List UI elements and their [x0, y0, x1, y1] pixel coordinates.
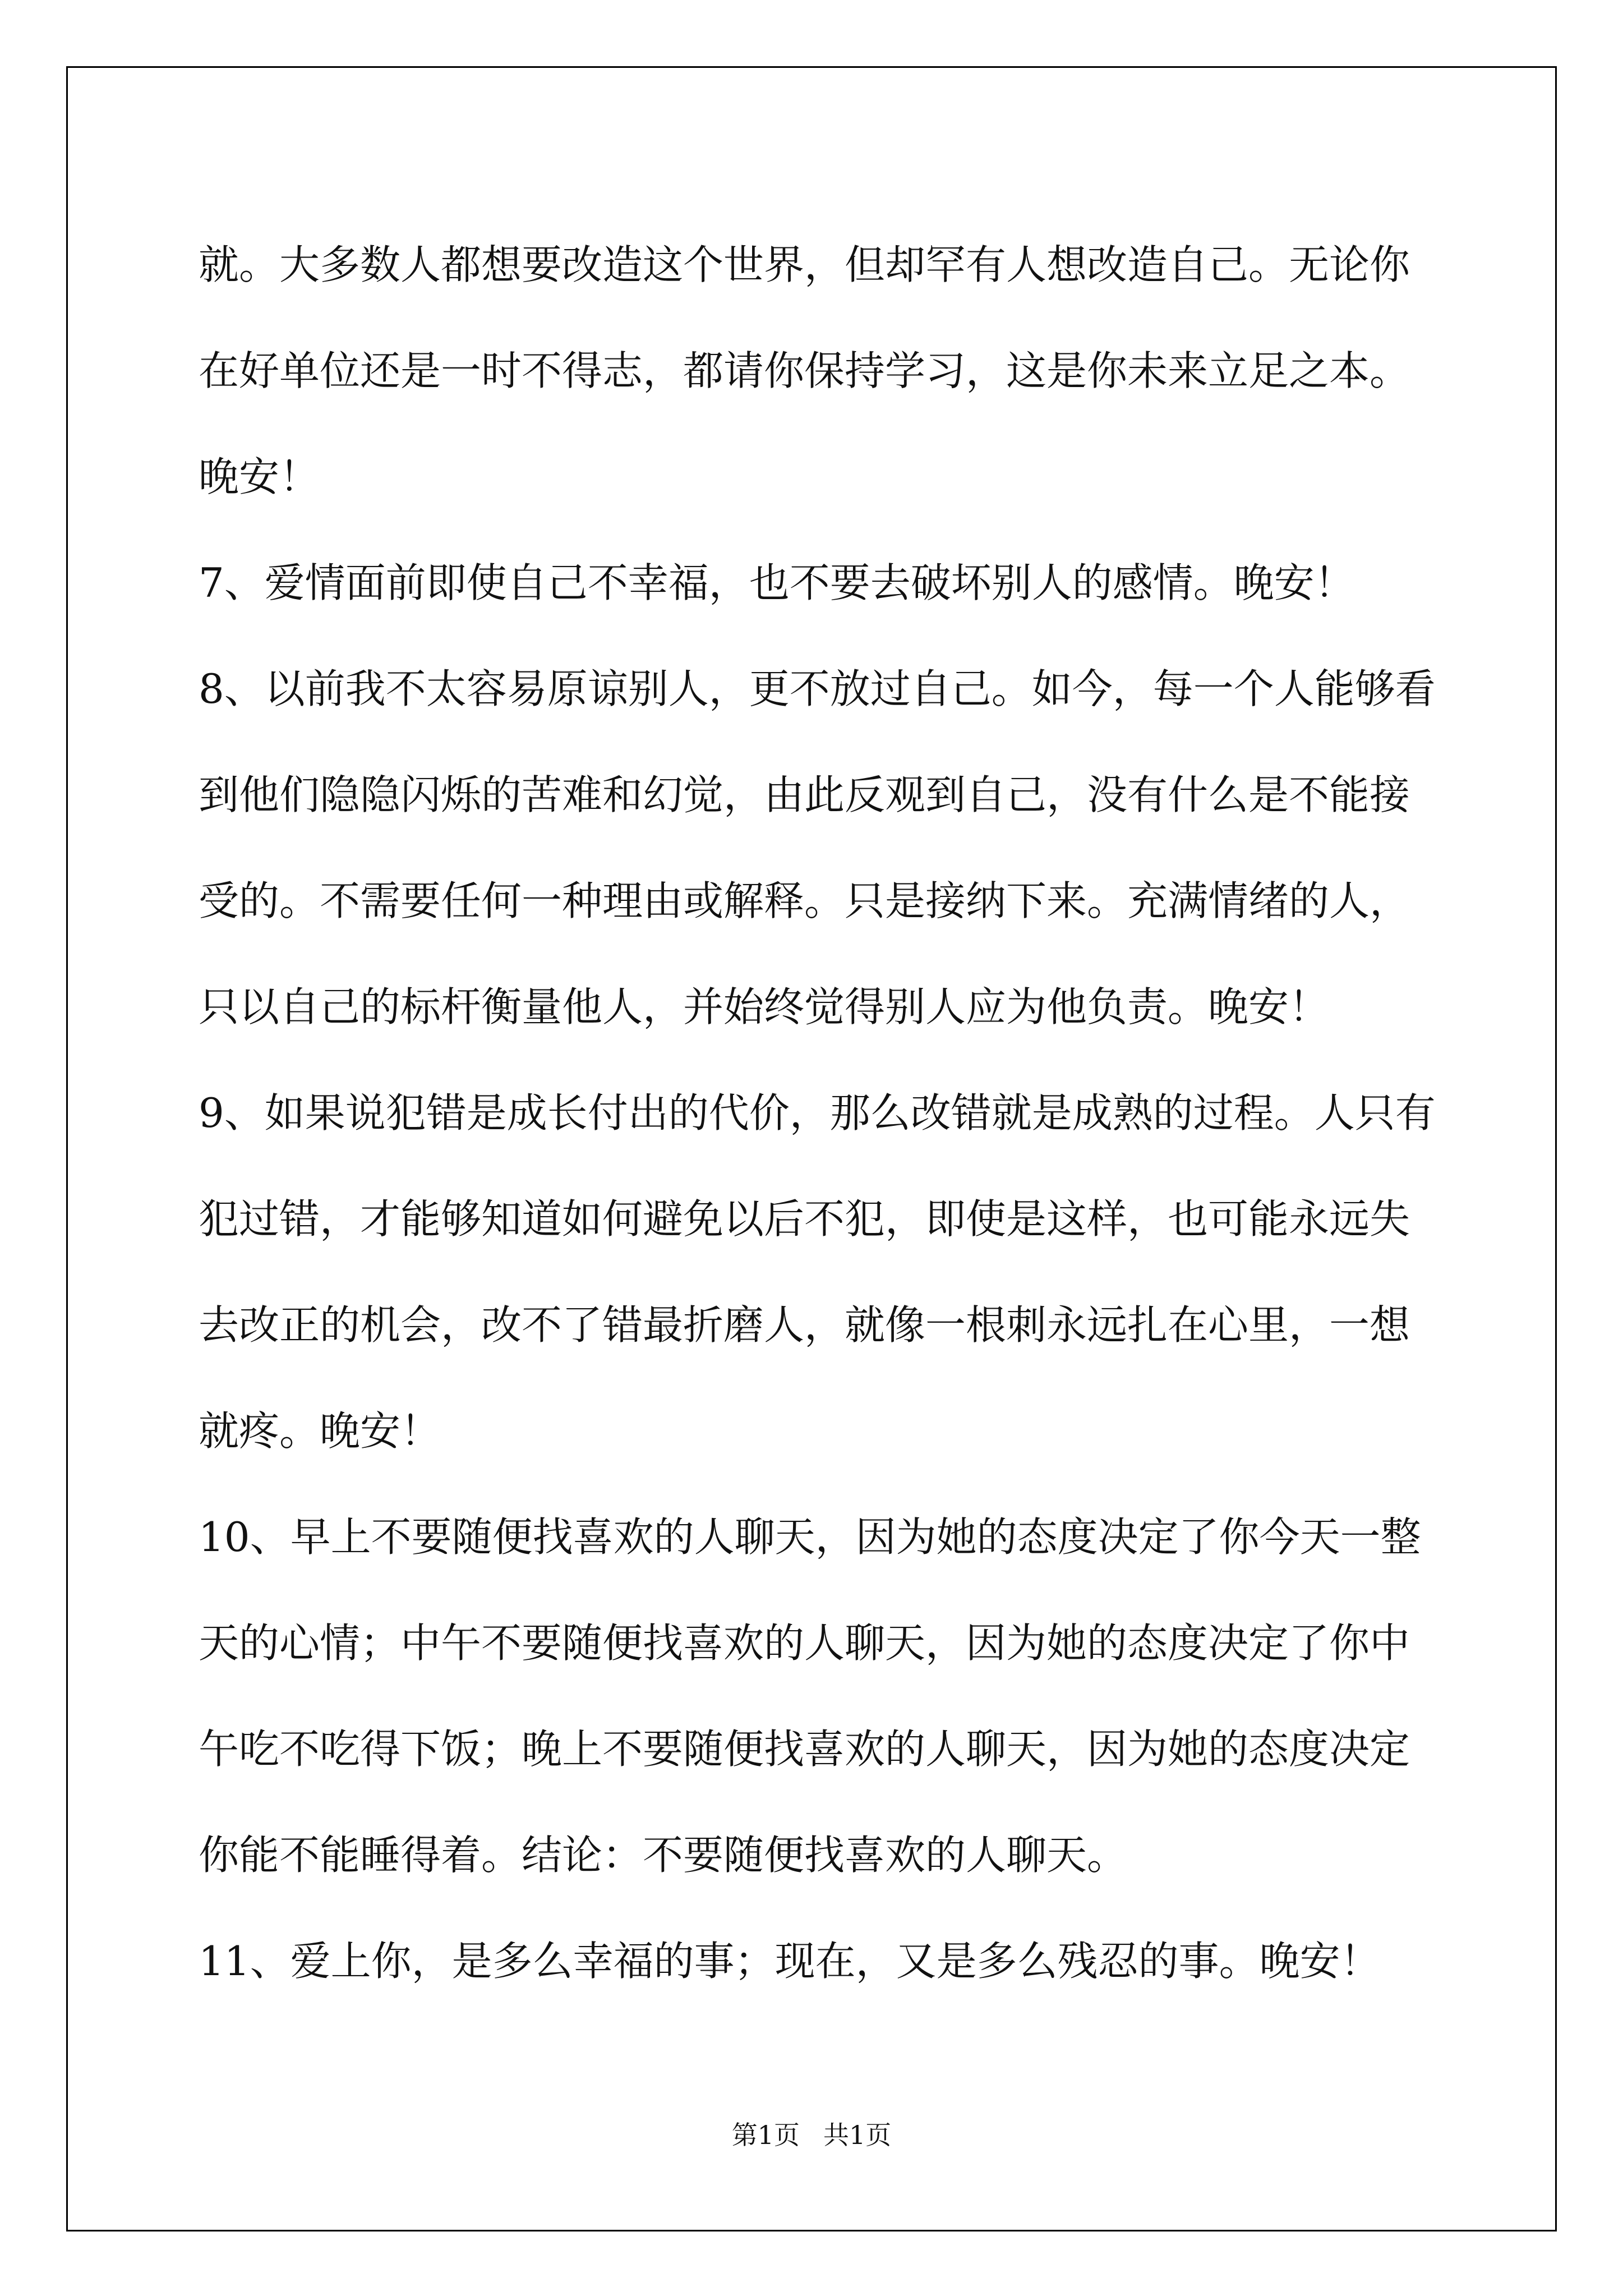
- text-line: 你能不能睡得着。结论：不要随便找喜欢的人聊天。: [199, 1832, 1128, 1879]
- page-footer: [0, 2115, 1623, 2152]
- text-line: 7、爱情面前即使自己不幸福，也不要去破坏别人的感情。晚安！: [199, 559, 1355, 606]
- text-line: 就。大多数人都想要改造这个世界，但却罕有人想改造自己。无论你: [199, 241, 1410, 288]
- text-line: 午吃不吃得下饭；晚上不要随便找喜欢的人聊天，因为她的态度决定: [199, 1726, 1410, 1773]
- page-total: 共1页: [823, 2120, 892, 2150]
- text-line: 天的心情；中午不要随便找喜欢的人聊天，因为她的态度决定了你中: [199, 1619, 1410, 1667]
- text-line: 去改正的机会，改不了错最折磨人，就像一根刺永远扎在心里，一想: [199, 1301, 1410, 1349]
- text-line: 受的。不需要任何一种理由或解释。只是接纳下来。充满情绪的人，: [199, 877, 1410, 924]
- text-line: 就疼。晚安！: [199, 1407, 441, 1455]
- text-line: 晚安！: [199, 453, 320, 500]
- text-line: 8、以前我不太容易原谅别人，更不放过自己。如今，每一个人能够看: [199, 665, 1436, 712]
- page-number: 第1页: [731, 2120, 800, 2150]
- text-line: 只以自己的标杆衡量他人，并始终觉得别人应为他负责。晚安！: [199, 983, 1330, 1030]
- text-line: 犯过错，才能够知道如何避免以后不犯，即使是这样，也可能永远失: [199, 1195, 1410, 1243]
- text-line: 10、早上不要随便找喜欢的人聊天，因为她的态度决定了你今天一整: [199, 1513, 1421, 1561]
- text-line: 9、如果说犯错是成长付出的代价，那么改错就是成熟的过程。人只有: [199, 1089, 1436, 1137]
- document-body: [199, 212, 1436, 2014]
- text-line: 在好单位还是一时不得志，都请你保持学习，这是你未来立足之本。: [199, 347, 1410, 394]
- text-line: 11、爱上你，是多么幸福的事；现在，又是多么残忍的事。晚安！: [199, 1938, 1381, 1985]
- text-line: 到他们隐隐闪烁的苦难和幻觉，由此反观到自己，没有什么是不能接: [199, 771, 1410, 818]
